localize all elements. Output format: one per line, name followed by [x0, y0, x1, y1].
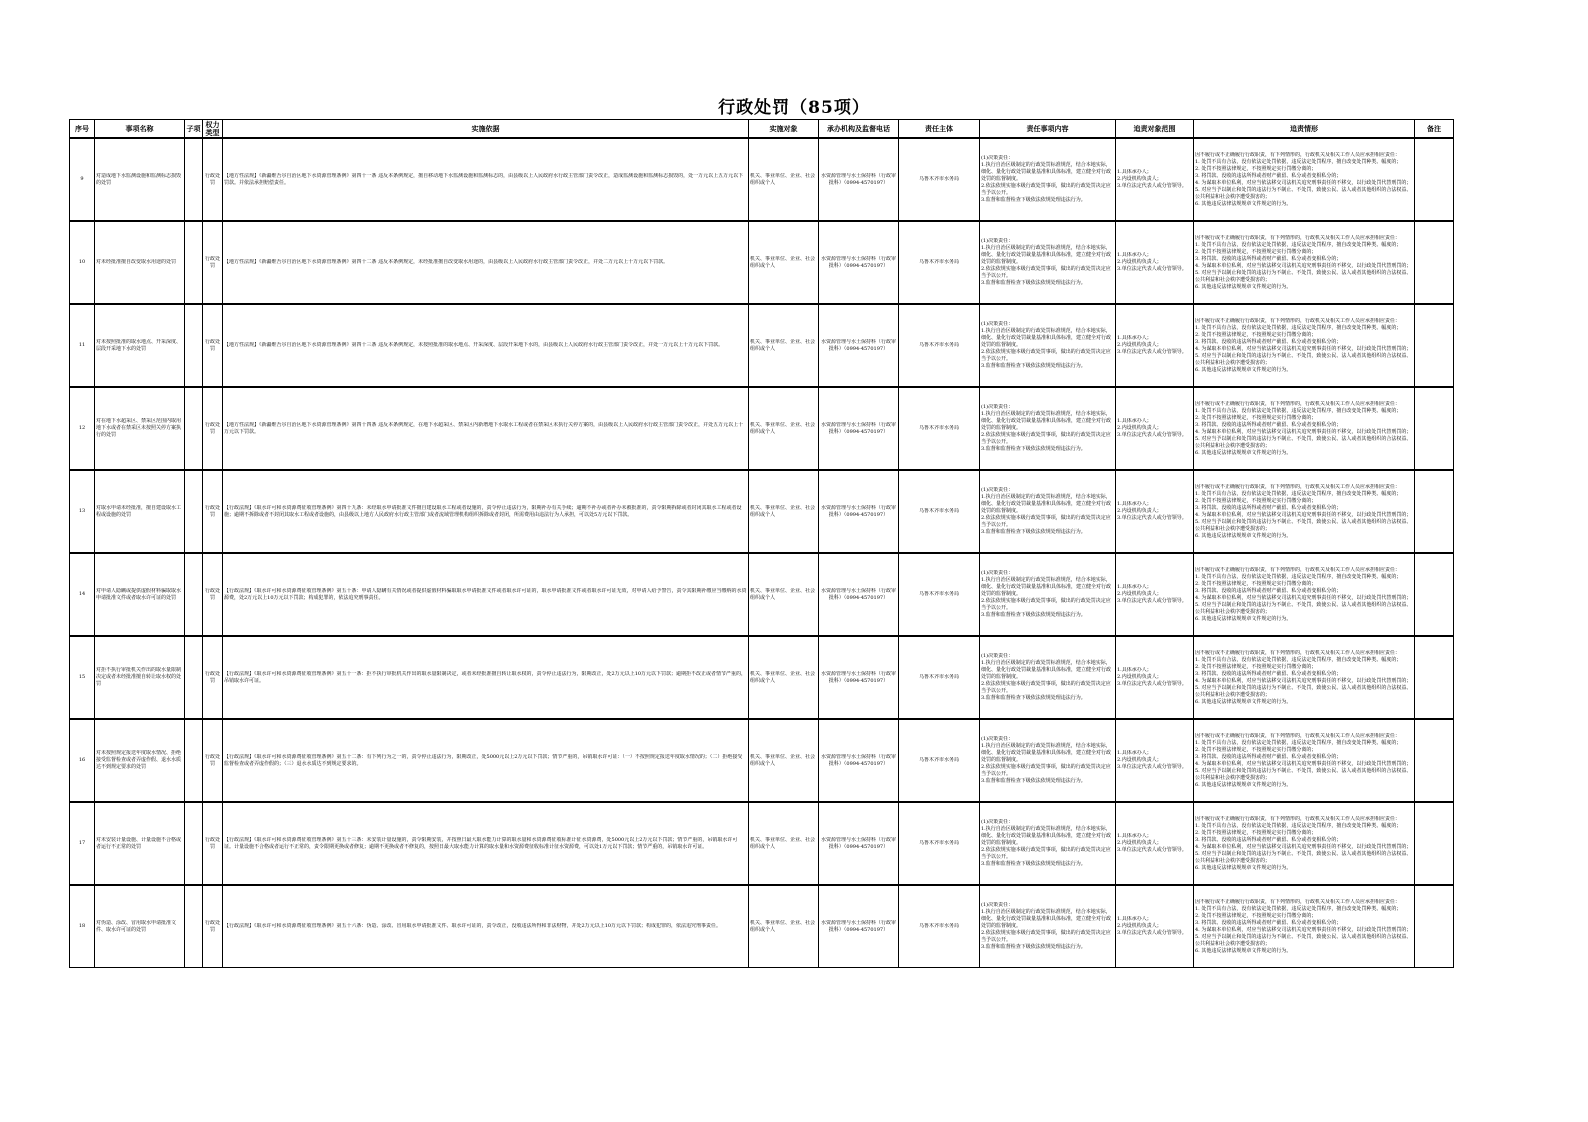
header-seq: 序号 — [70, 120, 95, 139]
cell-type — [203, 470, 223, 553]
cell-scope — [1116, 719, 1194, 802]
cell-agency-text: 水资源管理与水土保持科（行政审批科）（0994-4570197） — [820, 587, 896, 601]
cell-scope — [1116, 138, 1194, 221]
cell-remark — [1415, 138, 1454, 221]
cell-scope — [1116, 885, 1194, 968]
cell-scope-text: 1.具体承办人； 2.内设机构负责人； 3.单位法定代表人或分管领导。 — [1117, 833, 1187, 853]
cell-situation — [1194, 553, 1415, 636]
cell-duty-text: (1)决策责任： 1.执行自治区级制定的行政处罚标准规范，结合本地实际，细化、量化行政处罚裁量基准和具体标准，建立健全对行政处罚的监督制度。 2.依法依规实施本级行政处罚事项，做出的行政处罚决定应当予以公开。 3.监督和监督检查下级依法依规处理违法行为。 — [981, 819, 1112, 867]
cell-scope-text: 1.具体承办人； 2.内设机构负责人； 3.单位法定代表人或分管领导。 — [1117, 584, 1187, 604]
cell-duty — [980, 138, 1116, 221]
cell-subject — [899, 802, 980, 885]
cell-sub — [185, 636, 203, 719]
cell-sub — [185, 470, 203, 553]
page-title: 行政处罚（85项） — [718, 98, 870, 118]
cell-seq — [70, 636, 95, 719]
cell-scope-text: 1.具体承办人； 2.内设机构负责人； 3.单位法定代表人或分管领导。 — [1117, 252, 1187, 272]
cell-seq-text: 14 — [78, 591, 86, 597]
cell-duty-text: (1)决策责任： 1.执行自治区级制定的行政处罚标准规范，结合本地实际，细化、量化行政处罚裁量基准和具体标准，建立健全对行政处罚的监督制度。 2.依法依规实施本级行政处罚事项，做出的行政处罚决定应当予以公开。 3.监督和监督检查下级依法依规处理违法行为。 — [981, 404, 1112, 452]
cell-subject — [899, 221, 980, 304]
cell-type-text: 行政处罚 — [204, 919, 220, 933]
cell-subject-text: 乌鲁木齐市水务局 — [918, 757, 959, 763]
cell-scope — [1116, 553, 1194, 636]
cell-subject-text: 乌鲁木齐市水务局 — [918, 508, 959, 514]
cell-agency — [819, 138, 899, 221]
cell-seq-text: 17 — [78, 840, 86, 846]
cell-duty-text: (1)决策责任： 1.执行自治区级制定的行政处罚标准规范，结合本地实际，细化、量化行政处罚裁量基准和具体标准，建立健全对行政处罚的监督制度。 2.依法依规实施本级行政处罚事项，做出的行政处罚决定应当予以公开。 3.监督和监督检查下级依法依规处理违法行为。 — [981, 902, 1112, 950]
penalty-table — [69, 119, 1454, 968]
cell-remark — [1415, 304, 1454, 387]
cell-name — [95, 138, 185, 221]
cell-seq-text: 13 — [78, 508, 86, 514]
cell-duty — [980, 553, 1116, 636]
cell-scope-text: 1.具体承办人； 2.内设机构负责人； 3.单位法定代表人或分管领导。 — [1117, 335, 1187, 355]
cell-agency-text: 水资源管理与水土保持科（行政审批科）（0994-4570197） — [820, 919, 896, 933]
cell-basis — [223, 304, 749, 387]
cell-target-text: 机关、事业单位、企业、社会组织或个人 — [750, 421, 816, 435]
header-situation: 追责情形 — [1194, 120, 1415, 139]
cell-name — [95, 387, 185, 470]
cell-basis — [223, 221, 749, 304]
table-body — [70, 138, 1454, 968]
cell-basis-text: 【行政法规】《取水许可和水资源费征收管理条例》第五十三条：未安装计量设施的，责令限期安装，并按照日最大取水能力计算的取水量和水资源费征收标准计征水资源费，处5000元以上2万元以下罚款；情节严重的，吊销取水许可证。计量设施不合格或者运行不正常的，责令限期更换或者修复；逾期不更换或者不修复的，按照日最大取水能力计算的取水量和水资源费征收标准计征水资源费，可以处1万元以下罚款；情节严重的，吊销取水许可证。 — [224, 836, 738, 850]
cell-type-text: 行政处罚 — [204, 587, 220, 601]
cell-target-text: 机关、事业单位、企业、社会组织或个人 — [750, 836, 816, 850]
cell-scope-text: 1.具体承办人； 2.内设机构负责人； 3.单位法定代表人或分管领导。 — [1117, 169, 1187, 189]
cell-name-text: 对取水申请未经批准，擅自建设取水工程或设施的处罚 — [96, 504, 182, 518]
cell-seq — [70, 470, 95, 553]
header-duty: 责任事项内容 — [980, 120, 1116, 139]
cell-target-text: 机关、事业单位、企业、社会组织或个人 — [750, 255, 816, 269]
cell-sub — [185, 304, 203, 387]
cell-agency-text: 水资源管理与水土保持科（行政审批科）（0994-4570197） — [820, 421, 896, 435]
cell-name — [95, 885, 185, 968]
cell-target — [749, 221, 819, 304]
cell-target-text: 机关、事业单位、企业、社会组织或个人 — [750, 919, 816, 933]
cell-target — [749, 387, 819, 470]
cell-seq — [70, 304, 95, 387]
cell-name-text: 对造成地下水监测设施和监测标志损毁的处罚 — [96, 172, 182, 186]
cell-name — [95, 470, 185, 553]
cell-duty — [980, 387, 1116, 470]
cell-target — [749, 304, 819, 387]
cell-sub — [185, 553, 203, 636]
header-sub: 子项 — [185, 120, 203, 139]
cell-target-text: 机关、事业单位、企业、社会组织或个人 — [750, 753, 816, 767]
cell-subject-text: 乌鲁木齐市水务局 — [918, 674, 959, 680]
cell-basis — [223, 885, 749, 968]
cell-seq — [70, 553, 95, 636]
table-row — [70, 387, 1454, 470]
cell-situation-text: 因不履行或不正确履行行政职责，有下列情形的，行政机关及相关工作人员应承担相应责任： 1. 处罚不具有合法，没有依法定处罚依据，违反法定处罚程序，擅自改变处罚种类、幅度的； 2. 处罚不按照法律规定，不按照规定实行罚缴分离的； 3. 将罚款、没收的违法所得或者财产截留、私分或者变相私分的； 4. 为谋取本单位私利，对应当依法移交司法机关追究刑事责任的不移交，以行政处罚代替刑罚的； 5. 对应当予以制止和处罚的违法行为不制止、不处罚，致使公民、法人或者其他组织的合法权益、公共利益和社会秩序遭受损害的； 6. 其他违反法律法规规章文件规定的行为。 — [1195, 898, 1412, 954]
cell-basis-text: 【地方性法规】《新疆维吾尔自治区地下水资源管理条例》第四十三条 违反本条例规定，未按照批准的取水地点、开采深度、层段开采地下水的，由县级以上人民政府水行政主管部门责令改正，并处一万元以上十万元以下罚款。 — [224, 342, 724, 348]
cell-remark — [1415, 553, 1454, 636]
cell-agency-text: 水资源管理与水土保持科（行政审批科）（0994-4570197） — [820, 172, 896, 186]
header-agency: 承办机构及监督电话 — [819, 120, 899, 139]
cell-subject — [899, 719, 980, 802]
cell-subject-text: 乌鲁木齐市水务局 — [918, 923, 959, 929]
cell-target-text: 机关、事业单位、企业、社会组织或个人 — [750, 504, 816, 518]
table-row — [70, 802, 1454, 885]
cell-subject-text: 乌鲁木齐市水务局 — [918, 342, 959, 348]
header-subject: 责任主体 — [899, 120, 980, 139]
cell-scope-text: 1.具体承办人； 2.内设机构负责人； 3.单位法定代表人或分管领导。 — [1117, 916, 1187, 936]
header-type: 权力类型 — [203, 120, 223, 139]
cell-type — [203, 553, 223, 636]
cell-duty-text: (1)决策责任： 1.执行自治区级制定的行政处罚标准规范，结合本地实际，细化、量化行政处罚裁量基准和具体标准，建立健全对行政处罚的监督制度。 2.依法依规实施本级行政处罚事项，做出的行政处罚决定应当予以公开。 3.监督和监督检查下级依法依规处理违法行为。 — [981, 570, 1112, 618]
cell-type-text: 行政处罚 — [204, 172, 220, 186]
cell-basis — [223, 387, 749, 470]
cell-duty — [980, 221, 1116, 304]
cell-subject — [899, 636, 980, 719]
cell-agency — [819, 885, 899, 968]
cell-basis-text: 【行政法规】《取水许可和水资源费征收管理条例》第五十二条：有下列行为之一的，责令停止违法行为，限期改正，处5000元以上2万元以下罚款；情节严重的，吊销取水许可证：（一）不按照规定报送年度取水情况的；（二）拒绝接受监督检查或者弄虚作假的；（三）退水水质达不到规定要求的。 — [224, 753, 743, 767]
cell-target-text: 机关、事业单位、企业、社会组织或个人 — [750, 587, 816, 601]
cell-subject-text: 乌鲁木齐市水务局 — [918, 259, 959, 265]
cell-target-text: 机关、事业单位、企业、社会组织或个人 — [750, 172, 816, 186]
cell-name-text: 对未按照规定报送年度取水情况、拒绝接受监督检查或者弄虚作假、退水水质达不到规定要求的处罚 — [96, 750, 182, 770]
cell-situation-text: 因不履行或不正确履行行政职责，有下列情形的，行政机关及相关工作人员应承担相应责任： 1. 处罚不具有合法，没有依法定处罚依据，违反法定处罚程序，擅自改变处罚种类、幅度的； 2. 处罚不按照法律规定，不按照规定实行罚缴分离的； 3. 将罚款、没收的违法所得或者财产截留、私分或者变相私分的； 4. 为谋取本单位私利，对应当依法移交司法机关追究刑事责任的不移交，以行政处罚代替刑罚的； 5. 对应当予以制止和处罚的违法行为不制止、不处罚，致使公民、法人或者其他组织的合法权益、公共利益和社会秩序遭受损害的； 6. 其他违反法律法规规章文件规定的行为。 — [1195, 483, 1412, 539]
cell-subject-text: 乌鲁木齐市水务局 — [918, 840, 959, 846]
cell-agency-text: 水资源管理与水土保持科（行政审批科）（0994-4570197） — [820, 670, 896, 684]
cell-type — [203, 802, 223, 885]
header-basis: 实施依据 — [223, 120, 749, 139]
cell-basis — [223, 553, 749, 636]
cell-situation — [1194, 221, 1415, 304]
cell-duty — [980, 470, 1116, 553]
cell-type-text: 行政处罚 — [204, 504, 220, 518]
cell-basis — [223, 719, 749, 802]
cell-basis-text: 【行政法规】《取水许可和水资源费征收管理条例》第五十条：申请人隐瞒有关情况或者提供虚假材料骗取取水申请批准文件或者取水许可证的，取水申请批准文件或者取水许可证无效，对申请人给予警告，责令其限期补缴应当缴纳的水资源费，处2万元以上10万元以下罚款；构成犯罪的，依法追究刑事责任。 — [224, 587, 747, 601]
cell-duty — [980, 885, 1116, 968]
cell-agency — [819, 553, 899, 636]
cell-seq-text: 15 — [78, 674, 86, 680]
cell-target — [749, 802, 819, 885]
cell-basis — [223, 636, 749, 719]
cell-basis-text: 【地方性法规】《新疆维吾尔自治区地下水资源管理条例》第四十一条 违反本条例规定，擅自移动地下水监测设施和监测标志的，由县级以上人民政府水行政主管部门责令改正，造成监测设施和监测标志损毁的，处一万元以上五万元以下罚款。并依法承担赔偿责任。 — [224, 172, 744, 186]
cell-type-text: 行政处罚 — [204, 753, 220, 767]
cell-seq — [70, 221, 95, 304]
cell-remark — [1415, 802, 1454, 885]
cell-sub — [185, 719, 203, 802]
cell-type — [203, 221, 223, 304]
cell-type — [203, 387, 223, 470]
cell-basis-text: 【行政法规】《取水许可和水资源费征收管理条例》第五十一条：拒不执行审批机关作出的取水量限制决定，或者未经批准擅自转让取水权的，责令停止违法行为，限期改正，处2万元以上10万元以下罚款；逾期拒不改正或者情节严重的，吊销取水许可证。 — [224, 670, 747, 684]
cell-basis-text: 【地方性法规】《新疆维吾尔自治区地下水资源管理条例》第四十二条 违反本条例规定，未经批准擅自改变取水用途的，由县级以上人民政府水行政主管部门责令改正，并处二万元以上十万元以下罚款。 — [224, 259, 669, 265]
cell-target — [749, 553, 819, 636]
cell-agency — [819, 387, 899, 470]
header-row — [70, 120, 1454, 139]
cell-scope — [1116, 304, 1194, 387]
cell-target — [749, 719, 819, 802]
cell-target — [749, 885, 819, 968]
cell-situation-text: 因不履行或不正确履行行政职责，有下列情形的，行政机关及相关工作人员应承担相应责任： 1. 处罚不具有合法，没有依法定处罚依据，违反法定处罚程序，擅自改变处罚种类、幅度的； 2. 处罚不按照法律规定，不按照规定实行罚缴分离的； 3. 将罚款、没收的违法所得或者财产截留、私分或者变相私分的； 4. 为谋取本单位私利，对应当依法移交司法机关追究刑事责任的不移交，以行政处罚代替刑罚的； 5. 对应当予以制止和处罚的违法行为不制止、不处罚，致使公民、法人或者其他组织的合法权益、公共利益和社会秩序遭受损害的； 6. 其他违反法律法规规章文件规定的行为。 — [1195, 815, 1412, 871]
cell-sub — [185, 138, 203, 221]
header-name: 事项名称 — [95, 120, 185, 139]
cell-sub — [185, 802, 203, 885]
cell-name-text: 对在地下水超采区、禁采区范围内取用地下水或者在禁采区未按照关停方案执行的处罚 — [96, 418, 182, 438]
cell-agency-text: 水资源管理与水土保持科（行政审批科）（0994-4570197） — [820, 255, 896, 269]
cell-scope — [1116, 802, 1194, 885]
cell-seq — [70, 719, 95, 802]
cell-name — [95, 304, 185, 387]
cell-agency — [819, 304, 899, 387]
cell-scope-text: 1.具体承办人； 2.内设机构负责人； 3.单位法定代表人或分管领导。 — [1117, 501, 1187, 521]
cell-type-text: 行政处罚 — [204, 255, 220, 269]
cell-basis-text: 【行政法规】《取水许可和水资源费征收管理条例》第四十九条：未经取水申请批准文件擅自建设取水工程或者设施的，责令停止违法行为，限期补办有关手续；逾期不补办或者补办未被批准的，责令限期拆除或者封闭其取水工程或者设施；逾期不拆除或者不封闭其取水工程或者设施的，由县级以上地方人民政府水行政主管部门或者流域管理机构组织拆除或者封闭，所需费用由违法行为人承担，可以处5万元以下罚款。 — [224, 504, 742, 518]
cell-duty — [980, 719, 1116, 802]
table-row — [70, 221, 1454, 304]
cell-scope-text: 1.具体承办人； 2.内设机构负责人； 3.单位法定代表人或分管领导。 — [1117, 667, 1187, 687]
cell-type — [203, 138, 223, 221]
cell-subject-text: 乌鲁木齐市水务局 — [918, 425, 959, 431]
table-row — [70, 304, 1454, 387]
cell-subject — [899, 470, 980, 553]
cell-type — [203, 885, 223, 968]
cell-subject — [899, 387, 980, 470]
cell-situation-text: 因不履行或不正确履行行政职责，有下列情形的，行政机关及相关工作人员应承担相应责任： 1. 处罚不具有合法，没有依法定处罚依据，违反法定处罚程序，擅自改变处罚种类、幅度的； 2. 处罚不按照法律规定，不按照规定实行罚缴分离的； 3. 将罚款、没收的违法所得或者财产截留、私分或者变相私分的； 4. 为谋取本单位私利，对应当依法移交司法机关追究刑事责任的不移交，以行政处罚代替刑罚的； 5. 对应当予以制止和处罚的违法行为不制止、不处罚，致使公民、法人或者其他组织的合法权益、公共利益和社会秩序遭受损害的； 6. 其他违反法律法规规章文件规定的行为。 — [1195, 649, 1412, 705]
cell-name — [95, 553, 185, 636]
cell-agency — [819, 470, 899, 553]
cell-name-text: 对未按照批准的取水地点、开采深度、层段开采地下水的处罚 — [96, 338, 182, 352]
cell-target — [749, 138, 819, 221]
cell-target-text: 机关、事业单位、企业、社会组织或个人 — [750, 338, 816, 352]
cell-duty-text: (1)决策责任： 1.执行自治区级制定的行政处罚标准规范，结合本地实际，细化、量化行政处罚裁量基准和具体标准，建立健全对行政处罚的监督制度。 2.依法依规实施本级行政处罚事项，做出的行政处罚决定应当予以公开。 3.监督和监督检查下级依法依规处理违法行为。 — [981, 321, 1112, 369]
cell-name-text: 对未经批准擅自改变取水用途的处罚 — [96, 259, 177, 265]
cell-remark — [1415, 470, 1454, 553]
cell-name — [95, 802, 185, 885]
cell-situation — [1194, 719, 1415, 802]
cell-basis — [223, 138, 749, 221]
cell-type-text: 行政处罚 — [204, 338, 220, 352]
cell-scope — [1116, 636, 1194, 719]
cell-remark — [1415, 885, 1454, 968]
table-row — [70, 470, 1454, 553]
cell-type — [203, 719, 223, 802]
cell-seq-text: 9 — [80, 176, 84, 182]
cell-target-text: 机关、事业单位、企业、社会组织或个人 — [750, 670, 816, 684]
cell-agency-text: 水资源管理与水土保持科（行政审批科）（0994-4570197） — [820, 836, 896, 850]
cell-seq — [70, 387, 95, 470]
cell-target — [749, 470, 819, 553]
cell-seq-text: 10 — [78, 259, 86, 265]
cell-situation — [1194, 387, 1415, 470]
cell-basis — [223, 802, 749, 885]
cell-seq — [70, 138, 95, 221]
cell-type-text: 行政处罚 — [204, 836, 220, 850]
cell-situation — [1194, 138, 1415, 221]
cell-sub — [185, 221, 203, 304]
cell-agency-text: 水资源管理与水土保持科（行政审批科）（0994-4570197） — [820, 338, 896, 352]
cell-situation-text: 因不履行或不正确履行行政职责，有下列情形的，行政机关及相关工作人员应承担相应责任： 1. 处罚不具有合法，没有依法定处罚依据，违反法定处罚程序，擅自改变处罚种类、幅度的； 2. 处罚不按照法律规定，不按照规定实行罚缴分离的； 3. 将罚款、没收的违法所得或者财产截留、私分或者变相私分的； 4. 为谋取本单位私利，对应当依法移交司法机关追究刑事责任的不移交，以行政处罚代替刑罚的； 5. 对应当予以制止和处罚的违法行为不制止、不处罚，致使公民、法人或者其他组织的合法权益、公共利益和社会秩序遭受损害的； 6. 其他违反法律法规规章文件规定的行为。 — [1195, 732, 1412, 788]
cell-target — [749, 636, 819, 719]
cell-sub — [185, 885, 203, 968]
cell-duty-text: (1)决策责任： 1.执行自治区级制定的行政处罚标准规范，结合本地实际，细化、量化行政处罚裁量基准和具体标准，建立健全对行政处罚的监督制度。 2.依法依规实施本级行政处罚事项，做出的行政处罚决定应当予以公开。 3.监督和监督检查下级依法依规处理违法行为。 — [981, 653, 1112, 701]
cell-duty — [980, 304, 1116, 387]
cell-situation-text: 因不履行或不正确履行行政职责，有下列情形的，行政机关及相关工作人员应承担相应责任： 1. 处罚不具有合法，没有依法定处罚依据，违反法定处罚程序，擅自改变处罚种类、幅度的； 2. 处罚不按照法律规定，不按照规定实行罚缴分离的； 3. 将罚款、没收的违法所得或者财产截留、私分或者变相私分的； 4. 为谋取本单位私利，对应当依法移交司法机关追究刑事责任的不移交，以行政处罚代替刑罚的； 5. 对应当予以制止和处罚的违法行为不制止、不处罚，致使公民、法人或者其他组织的合法权益、公共利益和社会秩序遭受损害的； 6. 其他违反法律法规规章文件规定的行为。 — [1195, 566, 1412, 622]
cell-subject — [899, 138, 980, 221]
cell-type — [203, 304, 223, 387]
cell-basis-text: 【行政法规】《取水许可和水资源费征收管理条例》第五十六条：伪造、涂改、冒用取水申请批准文件、取水许可证的，责令改正，没收违法所得和非法财物，并处2万元以上10万元以下罚款；构成犯罪的，依法追究刑事责任。 — [224, 923, 722, 929]
header-scope: 追责对象范围 — [1116, 120, 1194, 139]
cell-seq-text: 16 — [78, 757, 86, 763]
cell-name-text: 对伪造、涂改、冒用取水申请批准文件、取水许可证的处罚 — [96, 919, 177, 933]
cell-situation-text: 因不履行或不正确履行行政职责，有下列情形的，行政机关及相关工作人员应承担相应责任： 1. 处罚不具有合法，没有依法定处罚依据，违反法定处罚程序，擅自改变处罚种类、幅度的； 2. 处罚不按照法律规定，不按照规定实行罚缴分离的； 3. 将罚款、没收的违法所得或者财产截留、私分或者变相私分的； 4. 为谋取本单位私利，对应当依法移交司法机关追究刑事责任的不移交，以行政处罚代替刑罚的； 5. 对应当予以制止和处罚的违法行为不制止、不处罚，致使公民、法人或者其他组织的合法权益、公共利益和社会秩序遭受损害的； 6. 其他违反法律法规规章文件规定的行为。 — [1195, 400, 1412, 456]
cell-type-text: 行政处罚 — [204, 421, 220, 435]
cell-name-text: 对拒不执行审批机关作出的取水量限制决定或者未经批准擅自转让取水权的处罚 — [96, 667, 182, 687]
cell-agency — [819, 221, 899, 304]
cell-situation-text: 因不履行或不正确履行行政职责，有下列情形的，行政机关及相关工作人员应承担相应责任： 1. 处罚不具有合法，没有依法定处罚依据，违反法定处罚程序，擅自改变处罚种类、幅度的； 2. 处罚不按照法律规定，不按照规定实行罚缴分离的； 3. 将罚款、没收的违法所得或者财产截留、私分或者变相私分的； 4. 为谋取本单位私利，对应当依法移交司法机关追究刑事责任的不移交，以行政处罚代替刑罚的； 5. 对应当予以制止和处罚的违法行为不制止、不处罚，致使公民、法人或者其他组织的合法权益、公共利益和社会秩序遭受损害的； 6. 其他违反法律法规规章文件规定的行为。 — [1195, 317, 1412, 373]
table-row — [70, 719, 1454, 802]
cell-subject-text: 乌鲁木齐市水务局 — [918, 591, 959, 597]
cell-scope — [1116, 387, 1194, 470]
cell-type-text: 行政处罚 — [204, 670, 220, 684]
table-row — [70, 553, 1454, 636]
cell-situation — [1194, 636, 1415, 719]
cell-seq — [70, 885, 95, 968]
cell-situation-text: 因不履行或不正确履行行政职责，有下列情形的，行政机关及相关工作人员应承担相应责任： 1. 处罚不具有合法，没有依法定处罚依据，违反法定处罚程序，擅自改变处罚种类、幅度的； 2. 处罚不按照法律规定，不按照规定实行罚缴分离的； 3. 将罚款、没收的违法所得或者财产截留、私分或者变相私分的； 4. 为谋取本单位私利，对应当依法移交司法机关追究刑事责任的不移交，以行政处罚代替刑罚的； 5. 对应当予以制止和处罚的违法行为不制止、不处罚，致使公民、法人或者其他组织的合法权益、公共利益和社会秩序遭受损害的； 6. 其他违反法律法规规章文件规定的行为。 — [1195, 234, 1412, 290]
cell-subject-text: 乌鲁木齐市水务局 — [918, 176, 959, 182]
cell-duty-text: (1)决策责任： 1.执行自治区级制定的行政处罚标准规范，结合本地实际，细化、量化行政处罚裁量基准和具体标准，建立健全对行政处罚的监督制度。 2.依法依规实施本级行政处罚事项，做出的行政处罚决定应当予以公开。 3.监督和监督检查下级依法依规处理违法行为。 — [981, 155, 1112, 203]
cell-situation — [1194, 470, 1415, 553]
cell-subject — [899, 304, 980, 387]
cell-type — [203, 636, 223, 719]
cell-seq-text: 11 — [78, 342, 86, 348]
cell-situation — [1194, 802, 1415, 885]
cell-name-text: 对申请人隐瞒或提供虚假材料骗取取水申请批准文件或者取水许可证的处罚 — [96, 587, 182, 601]
cell-duty — [980, 802, 1116, 885]
header-target: 实施对象 — [749, 120, 819, 139]
cell-remark — [1415, 387, 1454, 470]
cell-duty-text: (1)决策责任： 1.执行自治区级制定的行政处罚标准规范，结合本地实际，细化、量化行政处罚裁量基准和具体标准，建立健全对行政处罚的监督制度。 2.依法依规实施本级行政处罚事项，做出的行政处罚决定应当予以公开。 3.监督和监督检查下级依法依规处理违法行为。 — [981, 238, 1112, 286]
cell-duty — [980, 636, 1116, 719]
cell-subject — [899, 553, 980, 636]
cell-sub — [185, 387, 203, 470]
cell-name — [95, 221, 185, 304]
cell-basis-text: 【地方性法规】《新疆维吾尔自治区地下水资源管理条例》第四十四条 违反本条例规定，在地下水超采区、禁采区内新增地下水取水工程或者在禁采区未执行关停方案的，由县级以上人民政府水行政主管部门责令改正，并处五万元以上十万元以下罚款。 — [224, 421, 744, 435]
cell-name-text: 对未安装计量设施、计量设施不合格或者运行不正常的处罚 — [96, 836, 182, 850]
cell-situation — [1194, 304, 1415, 387]
cell-agency-text: 水资源管理与水土保持科（行政审批科）（0994-4570197） — [820, 504, 896, 518]
table-row — [70, 636, 1454, 719]
cell-situation-text: 因不履行或不正确履行行政职责，有下列情形的，行政机关及相关工作人员应承担相应责任： 1. 处罚不具有合法，没有依法定处罚依据，违反法定处罚程序，擅自改变处罚种类、幅度的； 2. 处罚不按照法律规定，不按照规定实行罚缴分离的； 3. 将罚款、没收的违法所得或者财产截留、私分或者变相私分的； 4. 为谋取本单位私利，对应当依法移交司法机关追究刑事责任的不移交，以行政处罚代替刑罚的； 5. 对应当予以制止和处罚的违法行为不制止、不处罚，致使公民、法人或者其他组织的合法权益、公共利益和社会秩序遭受损害的； 6. 其他违反法律法规规章文件规定的行为。 — [1195, 151, 1412, 207]
cell-agency-text: 水资源管理与水土保持科（行政审批科）（0994-4570197） — [820, 753, 896, 767]
cell-duty-text: (1)决策责任： 1.执行自治区级制定的行政处罚标准规范，结合本地实际，细化、量化行政处罚裁量基准和具体标准，建立健全对行政处罚的监督制度。 2.依法依规实施本级行政处罚事项，做出的行政处罚决定应当予以公开。 3.监督和监督检查下级依法依规处理违法行为。 — [981, 736, 1112, 784]
cell-agency — [819, 636, 899, 719]
cell-scope-text: 1.具体承办人； 2.内设机构负责人； 3.单位法定代表人或分管领导。 — [1117, 418, 1187, 438]
cell-seq-text: 12 — [78, 425, 86, 431]
cell-basis — [223, 470, 749, 553]
cell-agency — [819, 719, 899, 802]
cell-agency — [819, 802, 899, 885]
cell-remark — [1415, 636, 1454, 719]
cell-name — [95, 719, 185, 802]
cell-name — [95, 636, 185, 719]
cell-scope-text: 1.具体承办人； 2.内设机构负责人； 3.单位法定代表人或分管领导。 — [1117, 750, 1187, 770]
cell-seq-text: 18 — [78, 923, 86, 929]
cell-situation — [1194, 885, 1415, 968]
cell-subject — [899, 885, 980, 968]
cell-remark — [1415, 719, 1454, 802]
cell-seq — [70, 802, 95, 885]
cell-duty-text: (1)决策责任： 1.执行自治区级制定的行政处罚标准规范，结合本地实际，细化、量化行政处罚裁量基准和具体标准，建立健全对行政处罚的监督制度。 2.依法依规实施本级行政处罚事项，做出的行政处罚决定应当予以公开。 3.监督和监督检查下级依法依规处理违法行为。 — [981, 487, 1112, 535]
cell-scope — [1116, 221, 1194, 304]
cell-remark — [1415, 221, 1454, 304]
table-row — [70, 138, 1454, 221]
header-remark: 备注 — [1415, 120, 1454, 139]
table-row — [70, 885, 1454, 968]
cell-scope — [1116, 470, 1194, 553]
